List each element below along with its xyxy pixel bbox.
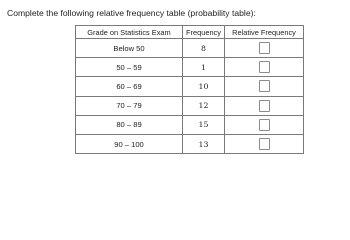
grade-label: Below 50 <box>113 43 145 53</box>
relative-frequency-cell <box>225 134 304 153</box>
relative-frequency-cell <box>225 77 304 96</box>
grade-label: 60 – 69 <box>116 81 142 91</box>
table-row <box>76 115 304 134</box>
grade-cell <box>76 96 183 115</box>
frequency-value: 13 <box>198 139 209 149</box>
grade-label: 90 – 100 <box>114 139 144 149</box>
relative-frequency-column-header: Relative Frequency <box>225 26 304 39</box>
relative-frequency-cell <box>225 58 304 77</box>
frequency-cell <box>183 77 225 96</box>
table-row <box>76 77 304 96</box>
relative-frequency-input[interactable] <box>259 61 270 73</box>
table-row <box>76 96 304 115</box>
frequency-value: 8 <box>201 43 206 53</box>
table-row <box>76 58 304 77</box>
relative-frequency-table <box>75 25 304 154</box>
frequency-cell <box>183 39 225 58</box>
relative-frequency-input[interactable] <box>259 42 270 54</box>
frequency-cell <box>183 96 225 115</box>
table-row <box>76 134 304 153</box>
relative-frequency-cell <box>225 115 304 134</box>
grade-cell <box>76 77 183 96</box>
frequency-value: 12 <box>198 101 209 111</box>
table-header-row <box>76 26 304 39</box>
frequency-cell <box>183 58 225 77</box>
relative-frequency-input[interactable] <box>259 119 270 131</box>
frequency-column-header: Frequency <box>183 26 225 39</box>
grade-label: 50 – 59 <box>116 62 142 72</box>
relative-frequency-input[interactable] <box>259 138 270 150</box>
grade-label: 80 – 89 <box>116 120 142 130</box>
table-row <box>76 39 304 58</box>
relative-frequency-cell <box>225 39 304 58</box>
relative-frequency-cell <box>225 96 304 115</box>
frequency-value: 10 <box>198 81 209 91</box>
grade-label: 70 – 79 <box>116 101 142 111</box>
grade-cell <box>76 134 183 153</box>
relative-frequency-input[interactable] <box>259 80 270 92</box>
instruction-text: Complete the following relative frequency table (probability table): <box>7 8 256 18</box>
frequency-value: 1 <box>201 62 206 72</box>
grade-cell <box>76 39 183 58</box>
frequency-cell <box>183 115 225 134</box>
grade-column-header: Grade on Statistics Exam <box>76 26 183 39</box>
relative-frequency-input[interactable] <box>259 100 270 112</box>
grade-cell <box>76 115 183 134</box>
grade-cell <box>76 58 183 77</box>
frequency-cell <box>183 134 225 153</box>
frequency-value: 15 <box>198 120 209 130</box>
